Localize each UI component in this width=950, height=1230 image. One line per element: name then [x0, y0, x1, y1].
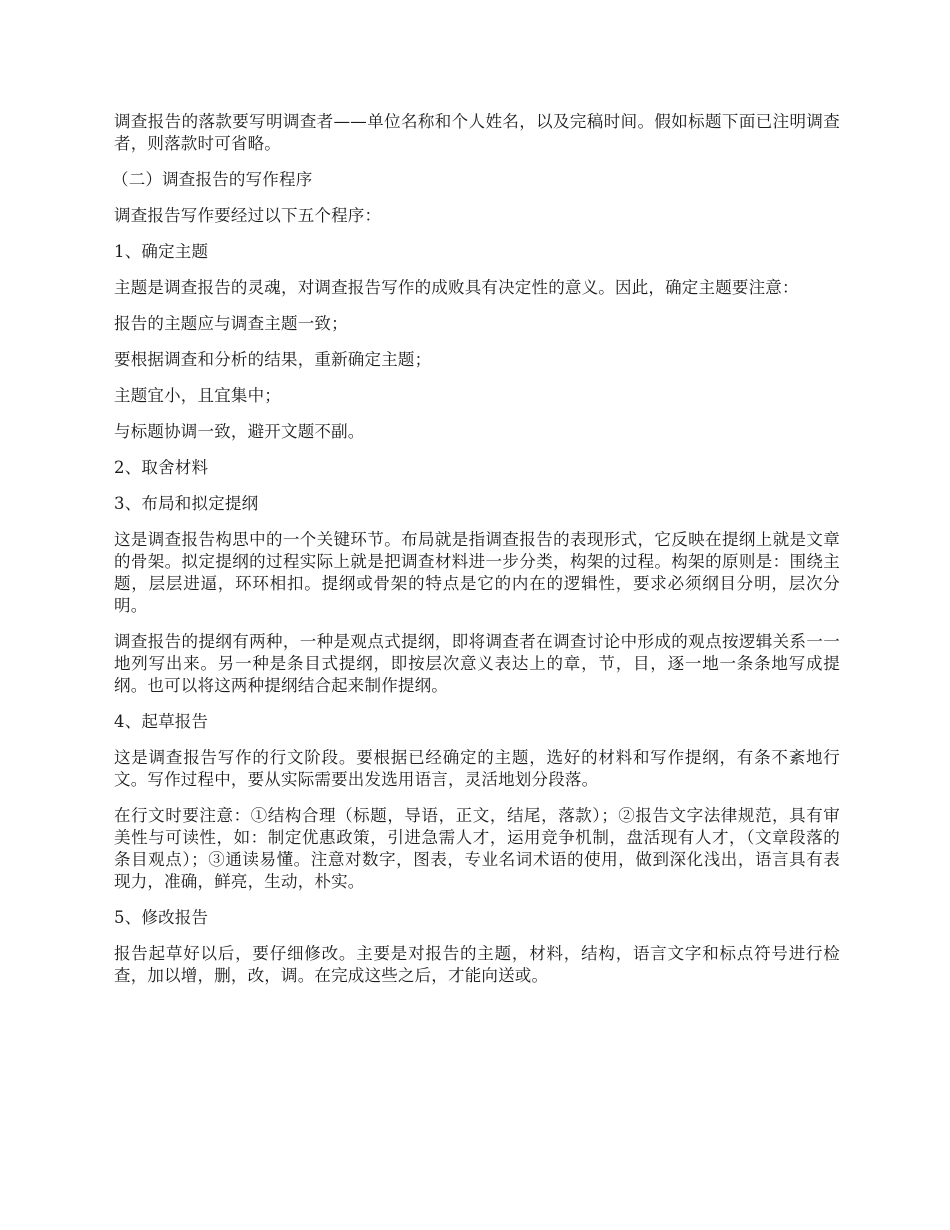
step-heading-determine-theme: 1、确定主题 — [114, 242, 209, 261]
list-item-theme-title-match: 与标题协调一致，避开文题不副。 — [114, 422, 365, 441]
paragraph-drafting-notes: 在行文时要注意：①结构合理（标题，导语，正文，结尾，落款）；②报告文字法律规范，具有审美性与可读性，如：制定优惠政策，引进急需人才，运用竞争机制，盘活现有人才，（文章段落的条目观点）；③通读易懂。注意对数字，图表，专业名词术语的使用，做到深化浅出，语言具有表现力，准确，鲜亮，生动，朴实。 — [114, 806, 840, 891]
document-page — [114, 111, 840, 1001]
step-heading-draft-report: 4、起草报告 — [114, 712, 209, 731]
list-item-theme-consistent: 报告的主题应与调查主题一致； — [114, 314, 348, 333]
paragraph-layout-description: 这是调查报告构思中的一个关键环节。布局就是指调查报告的表现形式，它反映在提纲上就是文章的骨架。拟定提纲的过程实际上就是把调查材料进一步分类，构架的过程。构架的原则是：围绕主题，层层进逼，环环相扣。提纲或骨架的特点是它的内在的逻辑性，要求必须纲目分明，层次分明。 — [114, 530, 840, 615]
list-item-theme-small-focused: 主题宜小，且宜集中； — [114, 386, 281, 405]
paragraph-revision: 报告起草好以后，要仔细修改。主要是对报告的主题，材料，结构，语言文字和标点符号进行检查，加以增，删，改，调。在完成这些之后，才能向送或。 — [114, 944, 840, 985]
list-item-theme-redetermine: 要根据调查和分析的结果，重新确定主题； — [114, 350, 432, 369]
paragraph-five-procedures-intro: 调查报告写作要经过以下五个程序： — [114, 206, 382, 225]
step-heading-layout-outline: 3、布局和拟定提纲 — [114, 494, 259, 513]
paragraph-theme-importance: 主题是调查报告的灵魂，对调查报告写作的成败具有决定性的意义。因此，确定主题要注意： — [114, 278, 799, 297]
step-heading-select-materials: 2、取舍材料 — [114, 458, 209, 477]
step-heading-revise-report: 5、修改报告 — [114, 908, 209, 927]
paragraph-outline-types: 调查报告的提纲有两种，一种是观点式提纲，即将调查者在调查讨论中形成的观点按逻辑关系一一地列写出来。另一种是条目式提纲，即按层次意义表达上的章，节，目，逐一地一条条地写成提纲。也可以将这两种提纲结合起来制作提纲。 — [114, 632, 840, 695]
paragraph-signature-note: 调查报告的落款要写明调查者——单位名称和个人姓名，以及完稿时间。假如标题下面已注明调查者，则落款时可省略。 — [114, 112, 840, 153]
paragraph-drafting-stage: 这是调查报告写作的行文阶段。要根据已经确定的主题，选好的材料和写作提纲，有条不紊地行文。写作过程中，要从实际需要出发选用语言，灵活地划分段落。 — [114, 748, 840, 789]
section-heading-writing-procedure: （二）调查报告的写作程序 — [112, 170, 313, 189]
